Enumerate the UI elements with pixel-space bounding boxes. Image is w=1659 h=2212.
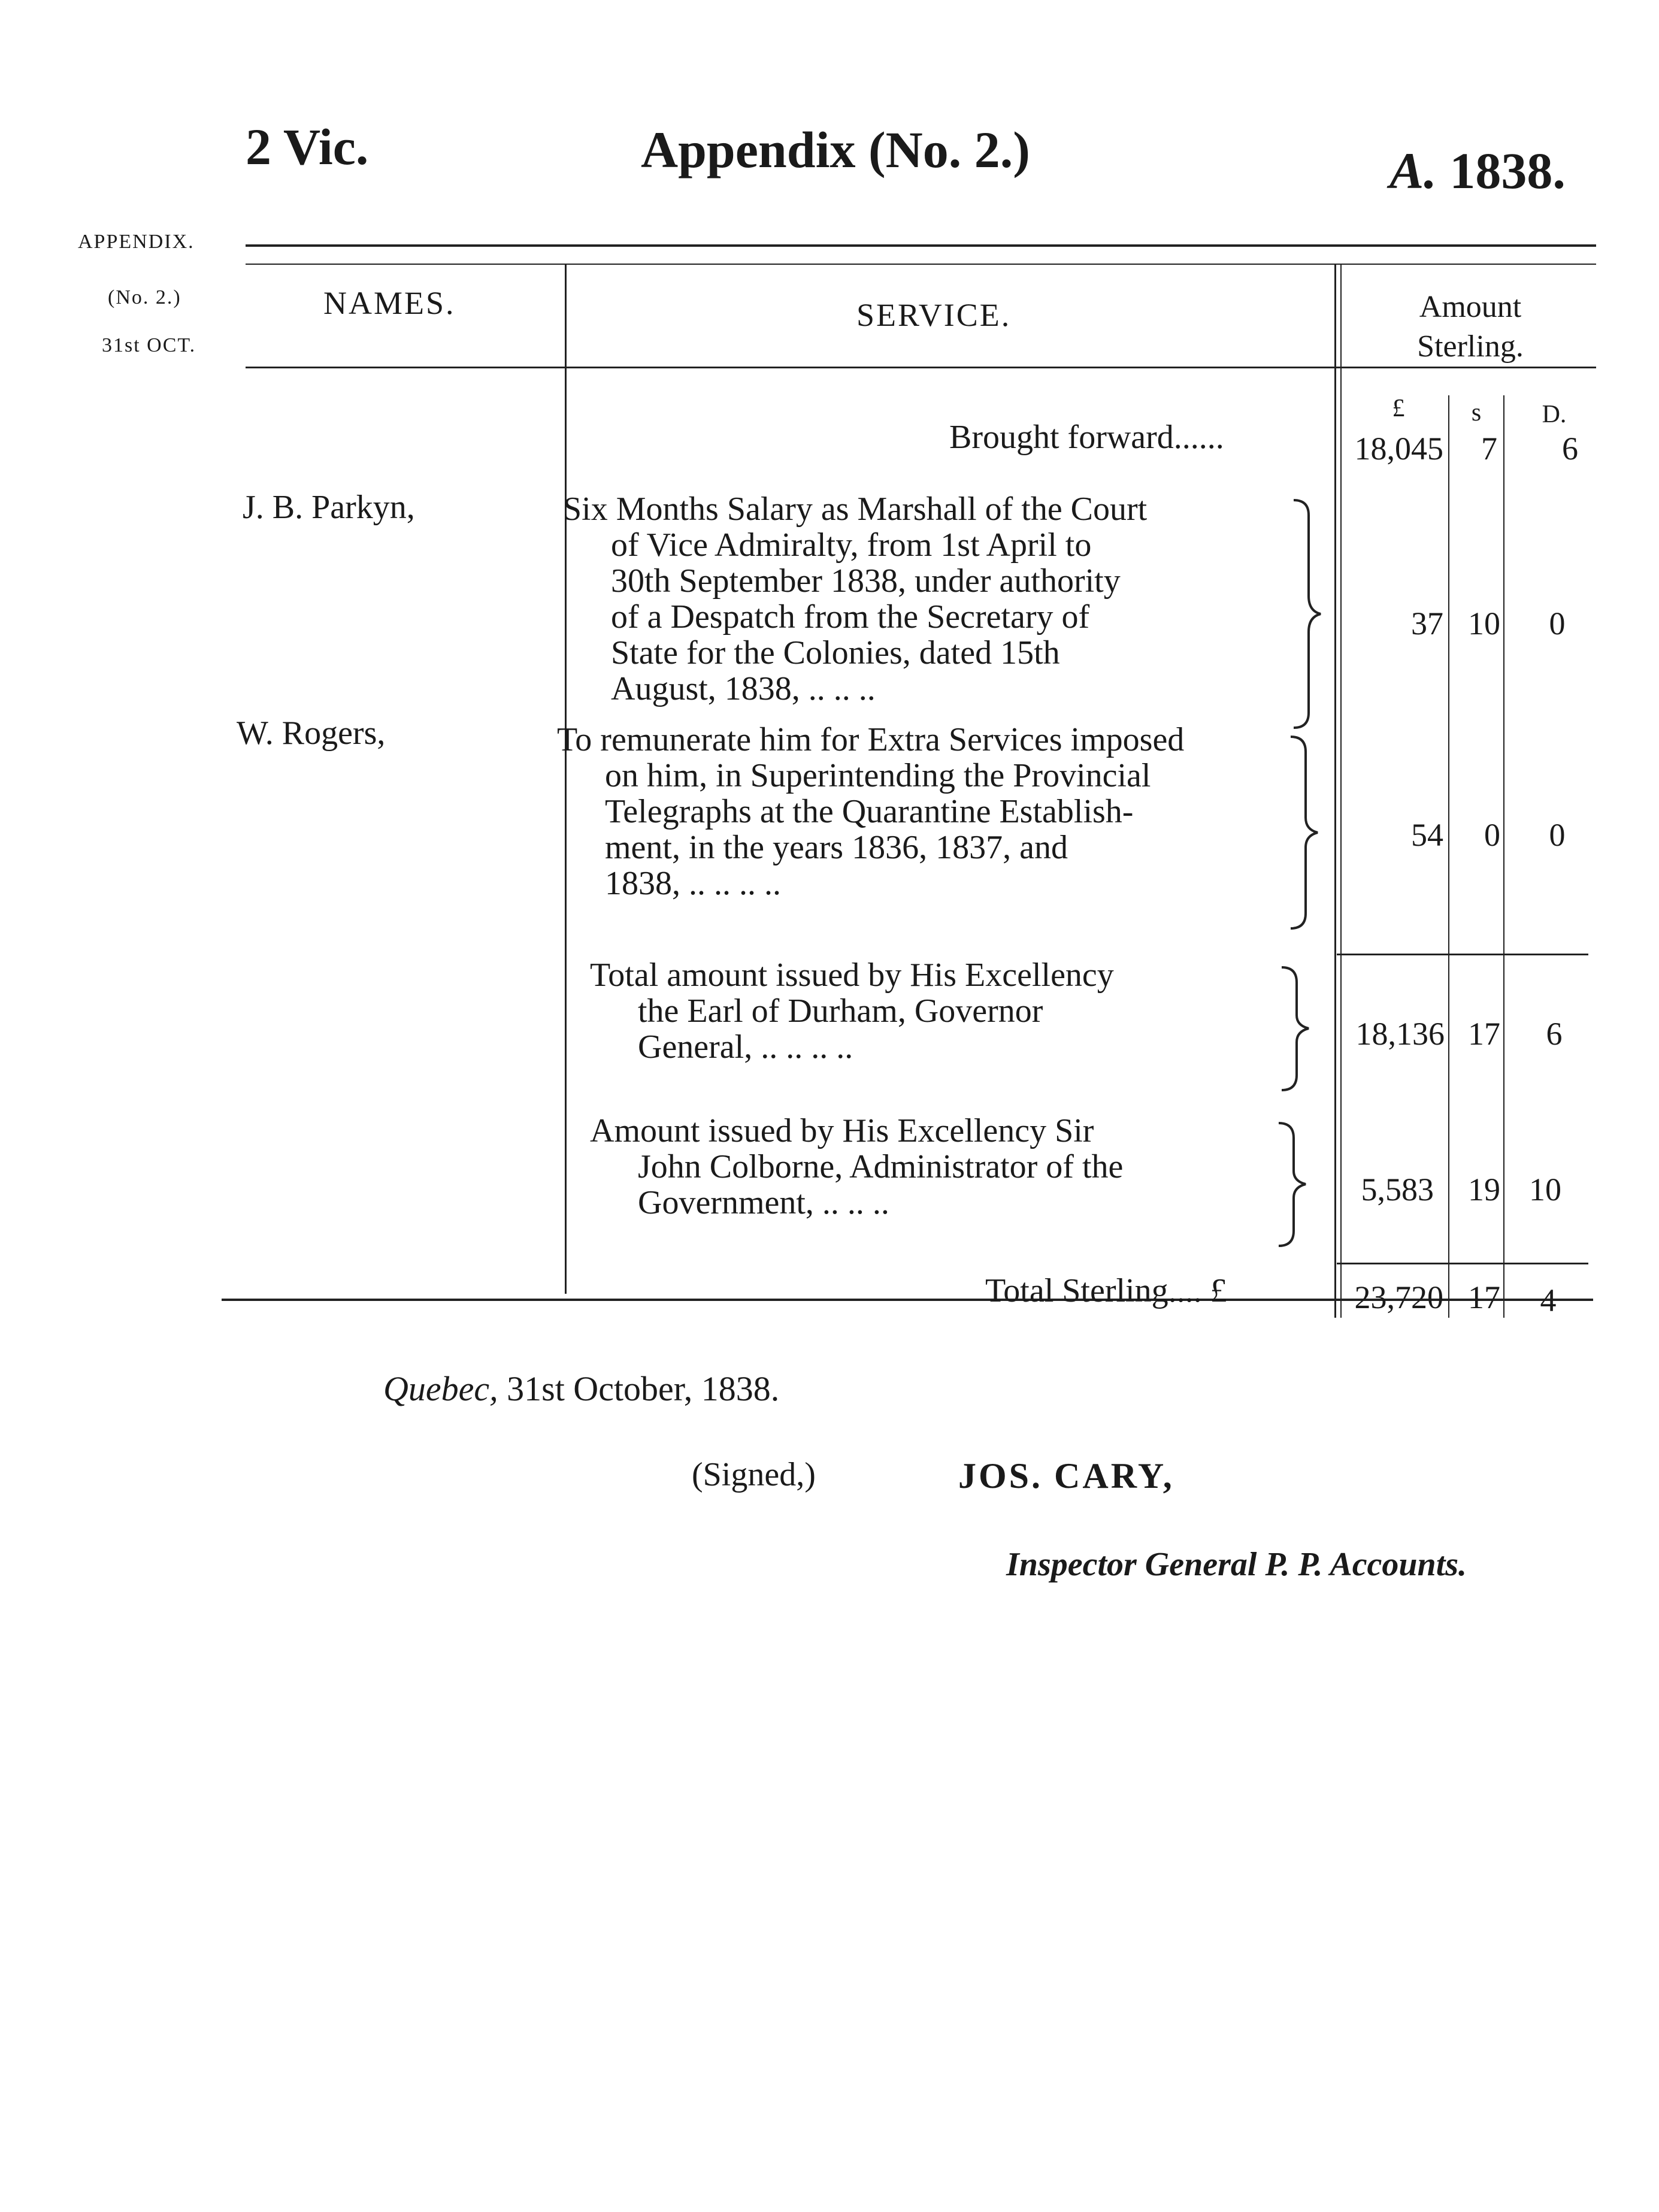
- row-brace-rogers: [1288, 734, 1324, 931]
- row-service-rogers: [557, 722, 1288, 901]
- footer-date: 31st October, 1838.: [507, 1369, 780, 1408]
- brought-forward-shillings: 7: [1481, 431, 1497, 467]
- service-line: To remunerate him for Extra Services imposed: [557, 721, 1185, 758]
- subtotal-line: Government, .. .. ..: [638, 1184, 889, 1221]
- subtotal-pence-colborne: 10: [1529, 1172, 1561, 1208]
- row-pounds-rogers: 54: [1411, 817, 1443, 853]
- amount-header-line1: Amount: [1419, 290, 1522, 324]
- header-bottom-rule: [246, 367, 1596, 368]
- total-shillings: 17: [1468, 1279, 1500, 1315]
- row-shillings-parkyn: 10: [1468, 606, 1500, 641]
- header-regnal-year: 2 Vic.: [246, 118, 369, 175]
- service-line: ment, in the years 1836, 1837, and: [605, 829, 1068, 866]
- row-pence-parkyn: 0: [1549, 606, 1566, 641]
- subtotal-brace-durham: [1279, 964, 1315, 1093]
- service-line: 1838, .. .. .. ..: [605, 865, 781, 902]
- service-line: of a Despatch from the Secretary of: [611, 598, 1090, 636]
- subtotal-pounds-colborne: 5,583: [1361, 1172, 1434, 1208]
- footer-signed: (Signed,): [692, 1456, 816, 1493]
- footer-place-date: [383, 1369, 779, 1409]
- subtotal-shillings-colborne: 19: [1468, 1172, 1500, 1208]
- service-line: State for the Colonies, dated 15th: [611, 634, 1060, 671]
- column-header-amount: [1345, 288, 1596, 367]
- total-label: Total Sterling.... £: [985, 1272, 1227, 1309]
- pounds-shillings-divider: [1448, 395, 1449, 1318]
- row-pounds-parkyn: 37: [1411, 606, 1443, 641]
- subtotal-shillings-durham: 17: [1468, 1016, 1500, 1052]
- subtotal-colborne-text: [590, 1113, 1279, 1221]
- service-line: August, 1838, .. .. ..: [611, 670, 876, 707]
- service-amount-divider: [1334, 264, 1336, 1318]
- header-session-year: 1838.: [1449, 142, 1566, 199]
- subtotal-pounds-durham: 18,136: [1355, 1016, 1445, 1052]
- shillings-pence-divider: [1503, 395, 1504, 1318]
- column-header-names: NAMES.: [323, 285, 456, 321]
- margin-number: (No. 2.): [108, 286, 181, 308]
- subtotal-line: Total amount issued by His Excellency: [590, 957, 1114, 994]
- table-top-rule-thin: [246, 264, 1596, 265]
- subtotal-line: Amount issued by His Excellency Sir: [590, 1112, 1094, 1149]
- row-pence-rogers: 0: [1549, 817, 1566, 853]
- margin-appendix: APPENDIX.: [78, 231, 195, 253]
- row-brace-parkyn: [1291, 497, 1327, 731]
- column-header-service: SERVICE.: [856, 297, 1012, 333]
- footer-place: Quebec,: [383, 1369, 498, 1408]
- total-pounds: 23,720: [1354, 1279, 1443, 1315]
- shillings-header: s: [1471, 399, 1482, 426]
- brought-forward-pence: 6: [1562, 431, 1578, 467]
- footer-title: Inspector General P. P. Accounts.: [1006, 1546, 1467, 1583]
- row-service-parkyn: [563, 491, 1288, 707]
- total-pence: 4: [1540, 1282, 1557, 1318]
- row-shillings-rogers: 0: [1484, 817, 1500, 853]
- subtotal-line: John Colborne, Administrator of the: [638, 1148, 1124, 1185]
- service-line: 30th September 1838, under authority: [611, 562, 1121, 600]
- row-name-parkyn: J. B. Parkyn,: [243, 489, 415, 526]
- subtotal-durham-text: [590, 957, 1279, 1065]
- service-amount-divider-2: [1340, 264, 1342, 1318]
- total-rule: [1337, 1263, 1588, 1264]
- subtotal-brace-colborne: [1276, 1120, 1312, 1249]
- brought-forward-pounds: 18,045: [1354, 431, 1443, 467]
- subtotal-line: General, .. .. .. ..: [638, 1028, 853, 1066]
- pounds-header: £: [1392, 395, 1405, 422]
- row-name-rogers: W. Rogers,: [237, 715, 386, 752]
- service-line: Six Months Salary as Marshall of the Court: [563, 491, 1148, 528]
- service-line: of Vice Admiralty, from 1st April to: [611, 526, 1092, 564]
- service-line: on him, in Superintending the Provincial: [605, 757, 1151, 794]
- amount-header-line2: Sterling.: [1417, 329, 1524, 364]
- header-session: [1389, 141, 1566, 201]
- service-line: Telegraphs at the Quarantine Establish-: [605, 793, 1134, 830]
- brought-forward-label: Brought forward......: [949, 419, 1224, 456]
- margin-date: 31st OCT.: [102, 334, 196, 356]
- subtotal-pence-durham: 6: [1546, 1016, 1563, 1052]
- header-appendix-title: Appendix (No. 2.): [641, 121, 1030, 178]
- subtotal-line: the Earl of Durham, Governor: [638, 992, 1043, 1030]
- pence-header: D.: [1542, 401, 1567, 428]
- footer-signatory: JOS. CARY,: [958, 1456, 1174, 1496]
- subtotal-rule: [1337, 954, 1588, 955]
- header-session-letter: A.: [1389, 142, 1437, 199]
- table-top-rule: [246, 244, 1596, 247]
